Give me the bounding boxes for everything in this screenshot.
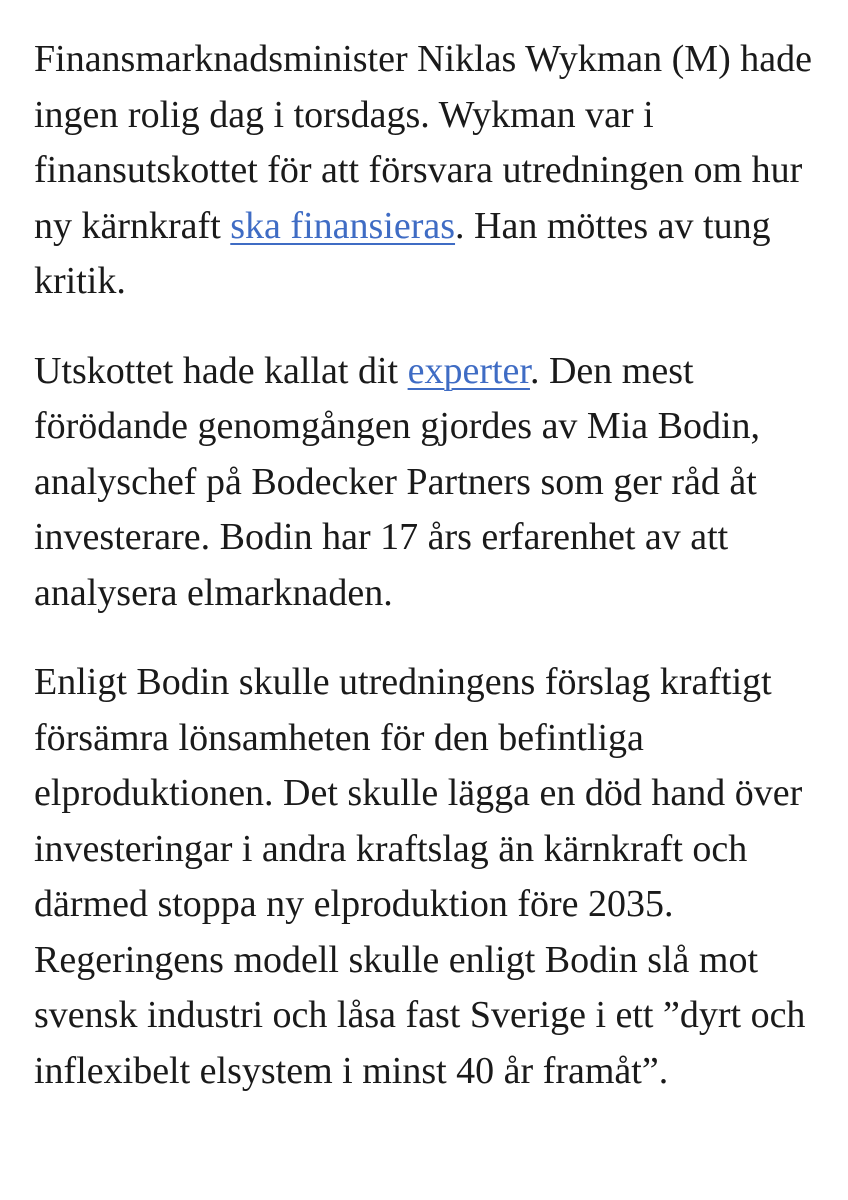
link-experter[interactable]: experter (407, 349, 530, 392)
paragraph-2-text-start: Utskottet hade kallat dit (34, 349, 408, 392)
paragraph-3-text: Enligt Bodin skulle utredningens förslag kraftigt försämra lönsamheten för den befintliga elproduktionen. Det skulle lägga en död hand över investeringar i andra kraftslag än kärnkraft och därmed stoppa ny elproduktion före 2035. Regeringens modell skulle enligt Bodin slå mot svensk industri och låsa fast Sverige i ett ”dyrt och inflexibelt elsystem i minst 40 år framåt”. (34, 661, 806, 1092)
paragraph-2-text-end: . Den mest förödande genomgången gjordes av Mia Bodin, analyschef på Bodecker Partners som ger råd åt investerare. Bodin har 17 års erfarenhet av att analysera elmarknaden. (34, 349, 761, 614)
link-ska-finansieras[interactable]: ska finansieras (230, 204, 456, 247)
paragraph-3 (34, 655, 814, 1099)
paragraph-2 (34, 344, 814, 622)
paragraph-1-text-end: . Han möttes av tung kritik. (34, 204, 771, 302)
paragraph-1 (34, 32, 814, 310)
paragraph-1-text-start: Finansmarknadsminister Niklas Wykman (M) hade ingen rolig dag i torsdags. Wykman var i finansutskottet för att försvara utredningen om hur ny kärnkraft (34, 38, 812, 247)
